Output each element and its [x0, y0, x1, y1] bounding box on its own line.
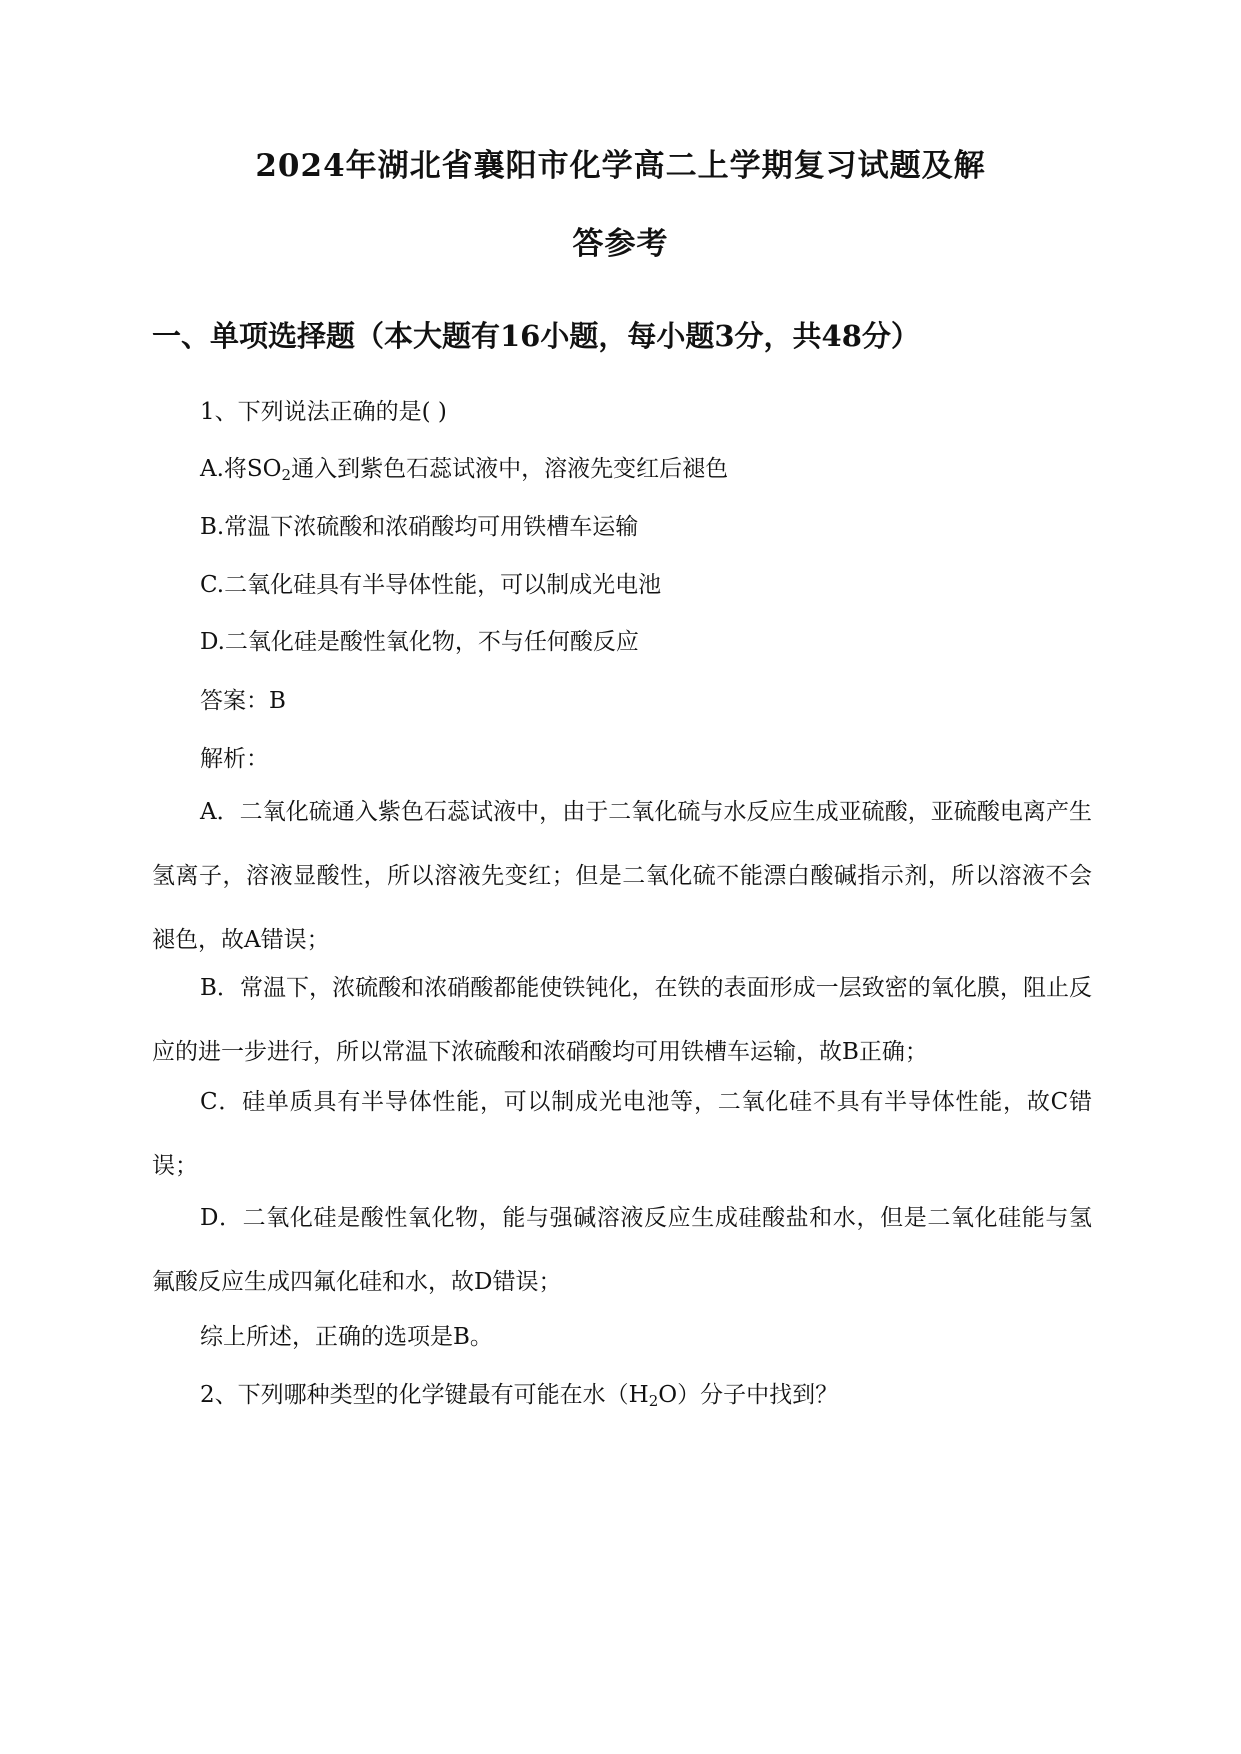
question-2-stem	[200, 1376, 838, 1410]
question-1-answer: 答案：B	[200, 688, 286, 714]
question-1-option-a	[200, 450, 728, 484]
question-2-stem-prefix: 2、下列哪种类型的化学键最有可能在水（H	[200, 1382, 649, 1408]
analysis-paragraph-d: D．二氧化硅是酸性氧化物，能与强碱溶液反应生成硅酸盐和水，但是二氧化硅能与氢氟酸反应生成四氟化硅和水，故D错误；	[152, 1205, 1092, 1295]
question-1-analysis-label: 解析：	[200, 746, 269, 772]
question-1-option-d: D.二氧化硅是酸性氧化物，不与任何酸反应	[200, 629, 639, 655]
analysis-paragraph-a: A．二氧化硫通入紫色石蕊试液中，由于二氧化硫与水反应生成亚硫酸，亚硫酸电离产生氢离子，溶液显酸性，所以溶液先变红；但是二氧化硫不能漂白酸碱指示剂，所以溶液不会褪色，故A错误；	[152, 799, 1092, 953]
question-2-subscript: 2	[648, 1392, 659, 1410]
question-1-option-b: B.常温下浓硫酸和浓硝酸均可用铁槽车运输	[200, 514, 639, 540]
question-1-option-c: C.二氧化硅具有半导体性能，可以制成光电池	[200, 572, 662, 598]
option-a-suffix: 通入到紫色石蕊试液中，溶液先变红后褪色	[291, 456, 729, 482]
document-title-line1: 2024年湖北省襄阳市化学高二上学期复习试题及解	[255, 148, 986, 184]
option-a-prefix: A.将SO	[200, 456, 282, 482]
analysis-paragraph-b: B．常温下，浓硫酸和浓硝酸都能使铁钝化，在铁的表面形成一层致密的氧化膜，阻止反应的进一步进行，所以常温下浓硫酸和浓硝酸均可用铁槽车运输，故B正确；	[152, 975, 1092, 1065]
document-title-line2: 答参考	[572, 226, 669, 262]
question-2-stem-suffix: O）分子中找到？	[658, 1382, 839, 1408]
analysis-paragraph-c: C．硅单质具有半导体性能，可以制成光电池等，二氧化硅不具有半导体性能，故C错误；	[152, 1089, 1092, 1179]
option-a-subscript: 2	[281, 466, 292, 484]
section-heading: 一、单项选择题（本大题有16小题，每小题3分，共48分）	[152, 319, 920, 353]
question-1-stem: 1、下列说法正确的是( )	[200, 399, 447, 425]
question-1-conclusion: 综上所述，正确的选项是B。	[200, 1324, 493, 1350]
